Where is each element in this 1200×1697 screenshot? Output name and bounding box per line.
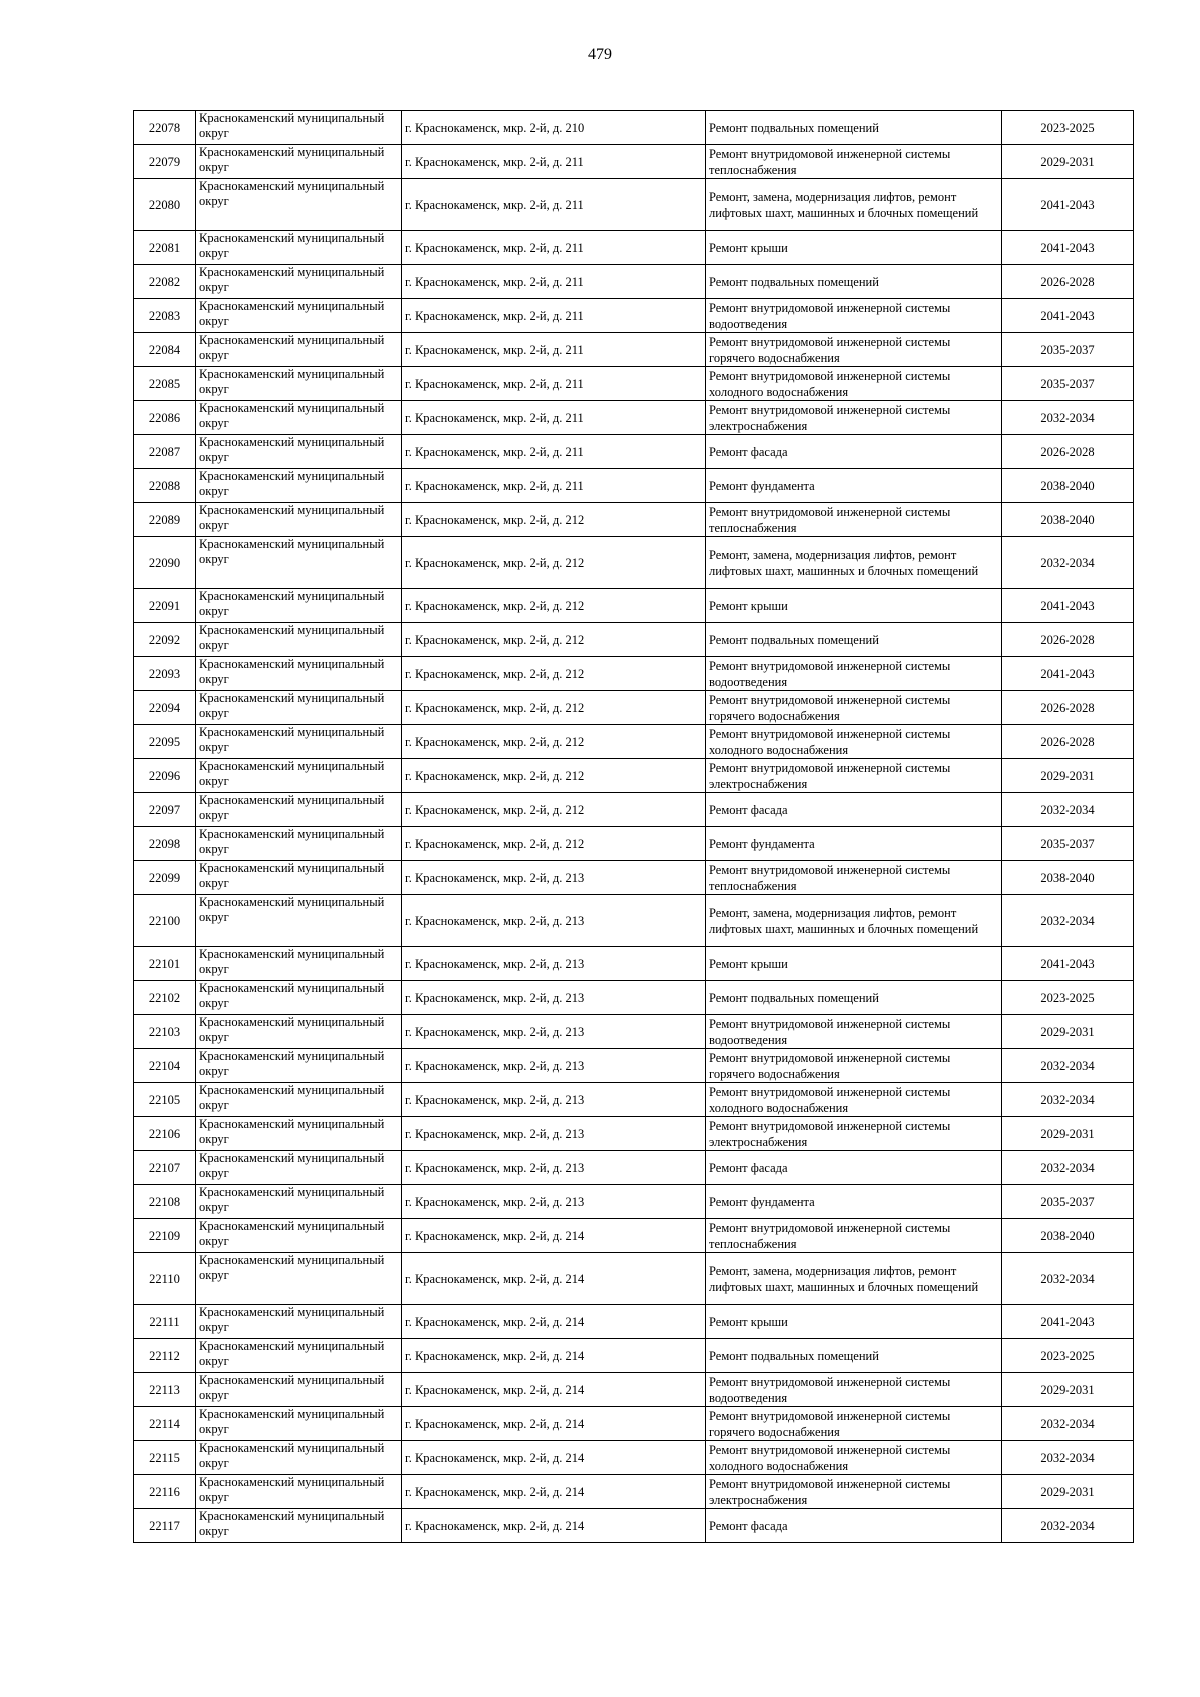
work-type-cell: Ремонт фундамента: [706, 827, 1002, 861]
table-row: [134, 1015, 1134, 1049]
years-cell: 2032-2034: [1002, 1509, 1134, 1543]
table-row: [134, 981, 1134, 1015]
work-type-cell: Ремонт подвальных помещений: [706, 1339, 1002, 1373]
municipality-cell: Краснокаменский муниципальный округ: [196, 1083, 402, 1117]
table-row: [134, 1407, 1134, 1441]
municipality-cell: Краснокаменский муниципальный округ: [196, 793, 402, 827]
table-body: [134, 111, 1134, 1543]
municipality-cell: Краснокаменский муниципальный округ: [196, 691, 402, 725]
address-cell: г. Краснокаменск, мкр. 2-й, д. 212: [402, 537, 706, 589]
table-row: [134, 589, 1134, 623]
years-cell: 2032-2034: [1002, 1083, 1134, 1117]
address-cell: г. Краснокаменск, мкр. 2-й, д. 214: [402, 1339, 706, 1373]
work-type-cell: Ремонт внутридомовой инженерной системы горячего водоснабжения: [706, 1049, 1002, 1083]
municipality-cell: Краснокаменский муниципальный округ: [196, 981, 402, 1015]
address-cell: г. Краснокаменск, мкр. 2-й, д. 211: [402, 435, 706, 469]
work-type-cell: Ремонт, замена, модернизация лифтов, ремонт лифтовых шахт, машинных и блочных помещений: [706, 537, 1002, 589]
years-cell: 2029-2031: [1002, 1015, 1134, 1049]
table-row: [134, 111, 1134, 145]
municipality-cell: Краснокаменский муниципальный округ: [196, 589, 402, 623]
table-row: [134, 333, 1134, 367]
work-type-cell: Ремонт внутридомовой инженерной системы водоотведения: [706, 299, 1002, 333]
municipality-cell: Краснокаменский муниципальный округ: [196, 179, 402, 231]
work-type-cell: Ремонт внутридомовой инженерной системы теплоснабжения: [706, 861, 1002, 895]
row-number-cell: 22106: [134, 1117, 196, 1151]
table-row: [134, 691, 1134, 725]
work-type-cell: Ремонт крыши: [706, 947, 1002, 981]
years-cell: 2038-2040: [1002, 861, 1134, 895]
work-type-cell: Ремонт подвальных помещений: [706, 265, 1002, 299]
row-number-cell: 22094: [134, 691, 196, 725]
municipality-cell: Краснокаменский муниципальный округ: [196, 1151, 402, 1185]
row-number-cell: 22105: [134, 1083, 196, 1117]
municipality-cell: Краснокаменский муниципальный округ: [196, 861, 402, 895]
address-cell: г. Краснокаменск, мкр. 2-й, д. 212: [402, 503, 706, 537]
table-row: [134, 1441, 1134, 1475]
table-row: [134, 1049, 1134, 1083]
table-row: [134, 179, 1134, 231]
table-row: [134, 947, 1134, 981]
municipality-cell: Краснокаменский муниципальный округ: [196, 1373, 402, 1407]
years-cell: 2032-2034: [1002, 537, 1134, 589]
address-cell: г. Краснокаменск, мкр. 2-й, д. 212: [402, 759, 706, 793]
work-type-cell: Ремонт внутридомовой инженерной системы электроснабжения: [706, 1117, 1002, 1151]
address-cell: г. Краснокаменск, мкр. 2-й, д. 212: [402, 725, 706, 759]
work-type-cell: Ремонт внутридомовой инженерной системы холодного водоснабжения: [706, 1441, 1002, 1475]
work-type-cell: Ремонт, замена, модернизация лифтов, ремонт лифтовых шахт, машинных и блочных помещений: [706, 1253, 1002, 1305]
row-number-cell: 22102: [134, 981, 196, 1015]
work-type-cell: Ремонт фасада: [706, 1151, 1002, 1185]
work-type-cell: Ремонт фасада: [706, 435, 1002, 469]
municipality-cell: Краснокаменский муниципальный округ: [196, 1475, 402, 1509]
address-cell: г. Краснокаменск, мкр. 2-й, д. 212: [402, 793, 706, 827]
years-cell: 2032-2034: [1002, 793, 1134, 827]
work-type-cell: Ремонт внутридомовой инженерной системы водоотведения: [706, 1373, 1002, 1407]
row-number-cell: 22108: [134, 1185, 196, 1219]
municipality-cell: Краснокаменский муниципальный округ: [196, 1015, 402, 1049]
row-number-cell: 22083: [134, 299, 196, 333]
years-cell: 2026-2028: [1002, 265, 1134, 299]
table-row: [134, 265, 1134, 299]
address-cell: г. Краснокаменск, мкр. 2-й, д. 213: [402, 1151, 706, 1185]
address-cell: г. Краснокаменск, мкр. 2-й, д. 212: [402, 623, 706, 657]
row-number-cell: 22099: [134, 861, 196, 895]
row-number-cell: 22085: [134, 367, 196, 401]
repair-schedule-table: [133, 110, 1134, 1543]
address-cell: г. Краснокаменск, мкр. 2-й, д. 213: [402, 1049, 706, 1083]
years-cell: 2041-2043: [1002, 589, 1134, 623]
row-number-cell: 22111: [134, 1305, 196, 1339]
address-cell: г. Краснокаменск, мкр. 2-й, д. 211: [402, 145, 706, 179]
address-cell: г. Краснокаменск, мкр. 2-й, д. 213: [402, 861, 706, 895]
row-number-cell: 22087: [134, 435, 196, 469]
work-type-cell: Ремонт крыши: [706, 1305, 1002, 1339]
row-number-cell: 22086: [134, 401, 196, 435]
work-type-cell: Ремонт крыши: [706, 231, 1002, 265]
address-cell: г. Краснокаменск, мкр. 2-й, д. 213: [402, 1083, 706, 1117]
years-cell: 2032-2034: [1002, 401, 1134, 435]
years-cell: 2023-2025: [1002, 111, 1134, 145]
municipality-cell: Краснокаменский муниципальный округ: [196, 367, 402, 401]
years-cell: 2026-2028: [1002, 725, 1134, 759]
row-number-cell: 22117: [134, 1509, 196, 1543]
address-cell: г. Краснокаменск, мкр. 2-й, д. 213: [402, 1185, 706, 1219]
row-number-cell: 22097: [134, 793, 196, 827]
row-number-cell: 22114: [134, 1407, 196, 1441]
address-cell: г. Краснокаменск, мкр. 2-й, д. 214: [402, 1373, 706, 1407]
table-row: [134, 1117, 1134, 1151]
municipality-cell: Краснокаменский муниципальный округ: [196, 759, 402, 793]
years-cell: 2023-2025: [1002, 981, 1134, 1015]
years-cell: 2029-2031: [1002, 1475, 1134, 1509]
work-type-cell: Ремонт, замена, модернизация лифтов, ремонт лифтовых шахт, машинных и блочных помещений: [706, 895, 1002, 947]
municipality-cell: Краснокаменский муниципальный округ: [196, 1407, 402, 1441]
work-type-cell: Ремонт фундамента: [706, 469, 1002, 503]
table-row: [134, 1253, 1134, 1305]
years-cell: 2032-2034: [1002, 1253, 1134, 1305]
municipality-cell: Краснокаменский муниципальный округ: [196, 401, 402, 435]
table-row: [134, 469, 1134, 503]
address-cell: г. Краснокаменск, мкр. 2-й, д. 212: [402, 657, 706, 691]
years-cell: 2041-2043: [1002, 231, 1134, 265]
table-row: [134, 793, 1134, 827]
municipality-cell: Краснокаменский муниципальный округ: [196, 895, 402, 947]
row-number-cell: 22084: [134, 333, 196, 367]
years-cell: 2038-2040: [1002, 469, 1134, 503]
page-number: 479: [588, 46, 612, 63]
work-type-cell: Ремонт фундамента: [706, 1185, 1002, 1219]
row-number-cell: 22079: [134, 145, 196, 179]
row-number-cell: 22113: [134, 1373, 196, 1407]
row-number-cell: 22088: [134, 469, 196, 503]
table-row: [134, 725, 1134, 759]
municipality-cell: Краснокаменский муниципальный округ: [196, 827, 402, 861]
municipality-cell: Краснокаменский муниципальный округ: [196, 725, 402, 759]
table-row: [134, 145, 1134, 179]
years-cell: 2035-2037: [1002, 333, 1134, 367]
table-row: [134, 435, 1134, 469]
municipality-cell: Краснокаменский муниципальный округ: [196, 265, 402, 299]
row-number-cell: 22081: [134, 231, 196, 265]
municipality-cell: Краснокаменский муниципальный округ: [196, 623, 402, 657]
row-number-cell: 22080: [134, 179, 196, 231]
table-row: [134, 1151, 1134, 1185]
municipality-cell: Краснокаменский муниципальный округ: [196, 469, 402, 503]
address-cell: г. Краснокаменск, мкр. 2-й, д. 212: [402, 691, 706, 725]
table-row: [134, 231, 1134, 265]
address-cell: г. Краснокаменск, мкр. 2-й, д. 213: [402, 1117, 706, 1151]
table-row: [134, 759, 1134, 793]
row-number-cell: 22104: [134, 1049, 196, 1083]
work-type-cell: Ремонт внутридомовой инженерной системы холодного водоснабжения: [706, 367, 1002, 401]
address-cell: г. Краснокаменск, мкр. 2-й, д. 214: [402, 1407, 706, 1441]
row-number-cell: 22103: [134, 1015, 196, 1049]
work-type-cell: Ремонт внутридомовой инженерной системы холодного водоснабжения: [706, 1083, 1002, 1117]
address-cell: г. Краснокаменск, мкр. 2-й, д. 214: [402, 1509, 706, 1543]
work-type-cell: Ремонт подвальных помещений: [706, 981, 1002, 1015]
municipality-cell: Краснокаменский муниципальный округ: [196, 145, 402, 179]
table-row: [134, 657, 1134, 691]
work-type-cell: Ремонт внутридомовой инженерной системы горячего водоснабжения: [706, 691, 1002, 725]
municipality-cell: Краснокаменский муниципальный округ: [196, 299, 402, 333]
row-number-cell: 22112: [134, 1339, 196, 1373]
row-number-cell: 22089: [134, 503, 196, 537]
row-number-cell: 22093: [134, 657, 196, 691]
address-cell: г. Краснокаменск, мкр. 2-й, д. 213: [402, 947, 706, 981]
address-cell: г. Краснокаменск, мкр. 2-й, д. 210: [402, 111, 706, 145]
work-type-cell: Ремонт внутридомовой инженерной системы теплоснабжения: [706, 145, 1002, 179]
row-number-cell: 22092: [134, 623, 196, 657]
row-number-cell: 22091: [134, 589, 196, 623]
years-cell: 2026-2028: [1002, 435, 1134, 469]
years-cell: 2041-2043: [1002, 1305, 1134, 1339]
table-row: [134, 1305, 1134, 1339]
municipality-cell: Краснокаменский муниципальный округ: [196, 435, 402, 469]
address-cell: г. Краснокаменск, мкр. 2-й, д. 214: [402, 1441, 706, 1475]
work-type-cell: Ремонт внутридомовой инженерной системы электроснабжения: [706, 401, 1002, 435]
work-type-cell: Ремонт подвальных помещений: [706, 623, 1002, 657]
years-cell: 2041-2043: [1002, 657, 1134, 691]
address-cell: г. Краснокаменск, мкр. 2-й, д. 213: [402, 1015, 706, 1049]
municipality-cell: Краснокаменский муниципальный округ: [196, 231, 402, 265]
table-row: [134, 1219, 1134, 1253]
table-row: [134, 1373, 1134, 1407]
work-type-cell: Ремонт внутридомовой инженерной системы горячего водоснабжения: [706, 333, 1002, 367]
municipality-cell: Краснокаменский муниципальный округ: [196, 1219, 402, 1253]
work-type-cell: Ремонт внутридомовой инженерной системы водоотведения: [706, 657, 1002, 691]
years-cell: 2026-2028: [1002, 623, 1134, 657]
address-cell: г. Краснокаменск, мкр. 2-й, д. 213: [402, 981, 706, 1015]
table-row: [134, 861, 1134, 895]
years-cell: 2029-2031: [1002, 1373, 1134, 1407]
row-number-cell: 22107: [134, 1151, 196, 1185]
row-number-cell: 22110: [134, 1253, 196, 1305]
municipality-cell: Краснокаменский муниципальный округ: [196, 537, 402, 589]
municipality-cell: Краснокаменский муниципальный округ: [196, 1253, 402, 1305]
row-number-cell: 22082: [134, 265, 196, 299]
row-number-cell: 22101: [134, 947, 196, 981]
address-cell: г. Краснокаменск, мкр. 2-й, д. 211: [402, 469, 706, 503]
row-number-cell: 22115: [134, 1441, 196, 1475]
work-type-cell: Ремонт крыши: [706, 589, 1002, 623]
table-row: [134, 1509, 1134, 1543]
years-cell: 2032-2034: [1002, 895, 1134, 947]
work-type-cell: Ремонт подвальных помещений: [706, 111, 1002, 145]
years-cell: 2029-2031: [1002, 1117, 1134, 1151]
address-cell: г. Краснокаменск, мкр. 2-й, д. 214: [402, 1253, 706, 1305]
years-cell: 2041-2043: [1002, 179, 1134, 231]
table-row: [134, 895, 1134, 947]
work-type-cell: Ремонт внутридомовой инженерной системы холодного водоснабжения: [706, 725, 1002, 759]
address-cell: г. Краснокаменск, мкр. 2-й, д. 211: [402, 179, 706, 231]
municipality-cell: Краснокаменский муниципальный округ: [196, 1117, 402, 1151]
address-cell: г. Краснокаменск, мкр. 2-й, д. 211: [402, 231, 706, 265]
years-cell: 2038-2040: [1002, 1219, 1134, 1253]
work-type-cell: Ремонт фасада: [706, 793, 1002, 827]
work-type-cell: Ремонт, замена, модернизация лифтов, ремонт лифтовых шахт, машинных и блочных помещений: [706, 179, 1002, 231]
row-number-cell: 22098: [134, 827, 196, 861]
table-row: [134, 503, 1134, 537]
row-number-cell: 22116: [134, 1475, 196, 1509]
address-cell: г. Краснокаменск, мкр. 2-й, д. 211: [402, 367, 706, 401]
years-cell: 2035-2037: [1002, 367, 1134, 401]
years-cell: 2032-2034: [1002, 1407, 1134, 1441]
years-cell: 2026-2028: [1002, 691, 1134, 725]
years-cell: 2032-2034: [1002, 1049, 1134, 1083]
years-cell: 2023-2025: [1002, 1339, 1134, 1373]
years-cell: 2032-2034: [1002, 1151, 1134, 1185]
table-row: [134, 537, 1134, 589]
address-cell: г. Краснокаменск, мкр. 2-й, д. 214: [402, 1475, 706, 1509]
municipality-cell: Краснокаменский муниципальный округ: [196, 1509, 402, 1543]
years-cell: 2029-2031: [1002, 145, 1134, 179]
table-row: [134, 827, 1134, 861]
row-number-cell: 22109: [134, 1219, 196, 1253]
table-row: [134, 1339, 1134, 1373]
table-row: [134, 1185, 1134, 1219]
work-type-cell: Ремонт внутридомовой инженерной системы горячего водоснабжения: [706, 1407, 1002, 1441]
table-row: [134, 367, 1134, 401]
municipality-cell: Краснокаменский муниципальный округ: [196, 947, 402, 981]
row-number-cell: 22100: [134, 895, 196, 947]
address-cell: г. Краснокаменск, мкр. 2-й, д. 214: [402, 1305, 706, 1339]
address-cell: г. Краснокаменск, мкр. 2-й, д. 211: [402, 401, 706, 435]
work-type-cell: Ремонт внутридомовой инженерной системы теплоснабжения: [706, 1219, 1002, 1253]
work-type-cell: Ремонт внутридомовой инженерной системы электроснабжения: [706, 759, 1002, 793]
years-cell: 2035-2037: [1002, 1185, 1134, 1219]
table-row: [134, 623, 1134, 657]
municipality-cell: Краснокаменский муниципальный округ: [196, 1441, 402, 1475]
years-cell: 2032-2034: [1002, 1441, 1134, 1475]
address-cell: г. Краснокаменск, мкр. 2-й, д. 212: [402, 827, 706, 861]
row-number-cell: 22078: [134, 111, 196, 145]
address-cell: г. Краснокаменск, мкр. 2-й, д. 212: [402, 589, 706, 623]
address-cell: г. Краснокаменск, мкр. 2-й, д. 211: [402, 299, 706, 333]
municipality-cell: Краснокаменский муниципальный округ: [196, 503, 402, 537]
municipality-cell: Краснокаменский муниципальный округ: [196, 1339, 402, 1373]
address-cell: г. Краснокаменск, мкр. 2-й, д. 211: [402, 265, 706, 299]
row-number-cell: 22090: [134, 537, 196, 589]
years-cell: 2038-2040: [1002, 503, 1134, 537]
years-cell: 2041-2043: [1002, 299, 1134, 333]
work-type-cell: Ремонт внутридомовой инженерной системы теплоснабжения: [706, 503, 1002, 537]
work-type-cell: Ремонт внутридомовой инженерной системы электроснабжения: [706, 1475, 1002, 1509]
municipality-cell: Краснокаменский муниципальный округ: [196, 1185, 402, 1219]
municipality-cell: Краснокаменский муниципальный округ: [196, 1305, 402, 1339]
row-number-cell: 22096: [134, 759, 196, 793]
address-cell: г. Краснокаменск, мкр. 2-й, д. 213: [402, 895, 706, 947]
years-cell: 2035-2037: [1002, 827, 1134, 861]
municipality-cell: Краснокаменский муниципальный округ: [196, 1049, 402, 1083]
address-cell: г. Краснокаменск, мкр. 2-й, д. 214: [402, 1219, 706, 1253]
table-row: [134, 1475, 1134, 1509]
municipality-cell: Краснокаменский муниципальный округ: [196, 333, 402, 367]
table-row: [134, 299, 1134, 333]
address-cell: г. Краснокаменск, мкр. 2-й, д. 211: [402, 333, 706, 367]
work-type-cell: Ремонт внутридомовой инженерной системы водоотведения: [706, 1015, 1002, 1049]
row-number-cell: 22095: [134, 725, 196, 759]
table-row: [134, 1083, 1134, 1117]
work-type-cell: Ремонт фасада: [706, 1509, 1002, 1543]
years-cell: 2041-2043: [1002, 947, 1134, 981]
years-cell: 2029-2031: [1002, 759, 1134, 793]
table-row: [134, 401, 1134, 435]
municipality-cell: Краснокаменский муниципальный округ: [196, 111, 402, 145]
municipality-cell: Краснокаменский муниципальный округ: [196, 657, 402, 691]
